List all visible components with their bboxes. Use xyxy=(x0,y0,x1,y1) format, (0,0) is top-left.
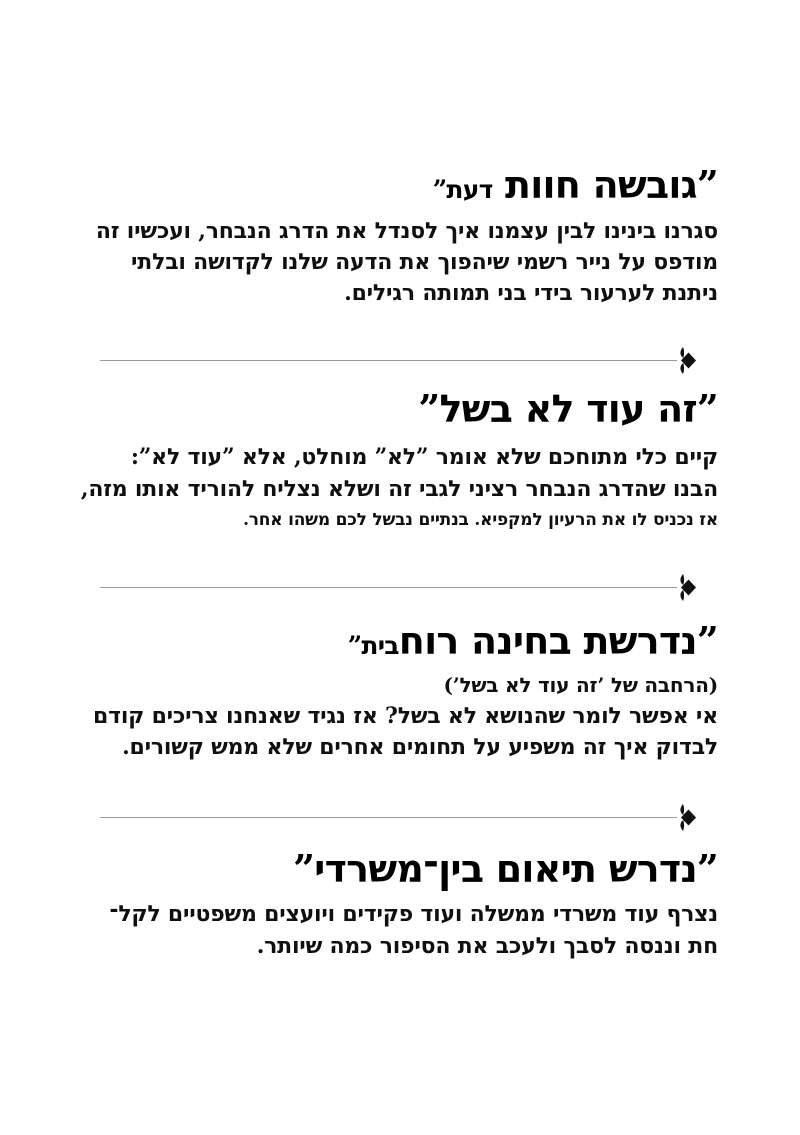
body-line: הבנו שהדרג הנבחר רציני לגבי זה ושלא נצליח להוריד אותו מזה, xyxy=(80,476,718,502)
section-2-body xyxy=(82,441,718,532)
section-1-body xyxy=(82,216,718,309)
section-1-heading xyxy=(82,162,718,207)
body-line: אי אפשר לומר שהנושא לא בשל? אז נגיד שאנחנו צריכים קודם xyxy=(93,703,718,729)
divider-rule xyxy=(100,360,677,361)
body-line: סגרנו בינינו לבין עצמנו איך לסנדל את הדרג הנבחר, ועכשיו זה xyxy=(95,218,718,244)
heading-main-text: ”זה עוד לא בשל” xyxy=(418,386,718,431)
heading-main-text: ”גובשה חוות xyxy=(492,162,718,207)
section-2-heading xyxy=(82,386,718,431)
fleuron-diamond-icon xyxy=(672,573,700,602)
body-line-small: אז נכניס לו את הרעיון למקפיא. בנתיים נבשל לכם משהו אחר. xyxy=(243,510,718,530)
divider-rule xyxy=(100,587,677,588)
body-line: חת וננסה לסבך ולעכב את הסיפור כמה שיותר. xyxy=(256,933,718,959)
section-4-body xyxy=(82,898,718,962)
body-line: נצרף עוד משרדי ממשלה ועוד פקידים ויועצים משפטיים לקל־ xyxy=(109,901,718,927)
body-line: לבדוק איך זה משפיע על תחומים אחרים שלא ממש קשורים. xyxy=(122,734,718,760)
heading-main-text: ”נדרש תיאום בין־משרדי” xyxy=(293,846,718,891)
heading-small-text: בית” xyxy=(347,631,399,660)
fleuron-diamond-icon xyxy=(672,346,700,375)
divider-rule xyxy=(100,817,677,818)
body-line: ניתנת לערעור בידי בני תמותה רגילים. xyxy=(344,280,718,306)
fleuron-diamond-icon xyxy=(672,803,700,832)
body-line: קיים כלי מתוחכם שלא אומר ”לא” מוחלט, אלא ”עוד לא”: xyxy=(130,444,718,470)
section-4-heading xyxy=(82,846,718,891)
heading-small-text: דעת” xyxy=(432,175,493,204)
section-3-body xyxy=(82,672,718,763)
body-line-parenthetical: (הרחבה של ’זה עוד לא בשל’) xyxy=(443,673,718,697)
body-line: מודפס על נייר רשמי שיהפוך את הדעה שלנו לקדושה ובלתי xyxy=(131,249,718,275)
section-3-heading xyxy=(82,618,718,663)
heading-main-text: ”נדרשת בחינה רוח xyxy=(398,618,718,663)
